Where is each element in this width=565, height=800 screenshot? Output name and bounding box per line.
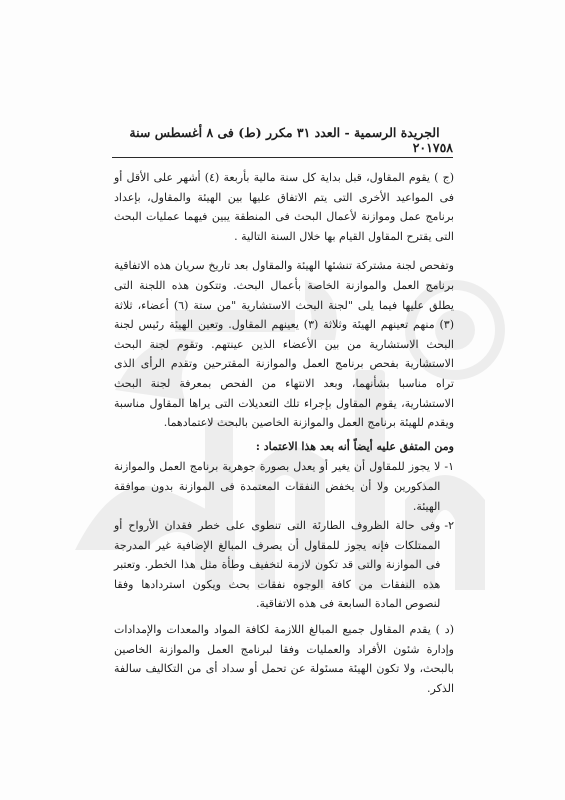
list-item-text: لا يجوز للمقاول أن يغير أو يعدل بصورة جوهرية برنامج العمل والموازنة المذكورين ولا أن يخفض النفقات المعتمدة فى الموازنة بدون موافقة الهيئة. <box>114 460 441 513</box>
list-item <box>114 457 454 516</box>
paragraph-c: (ج ) يقوم المقاول، قبل بداية كل سنة مالية بأربعة (٤) أشهر على الأقل أو فى المواعيد الأخرى التى يتم الاتفاق عليها بين الهيئة والمقاول، بإعداد برنامج عمل وموازنة لأعمال البحث فى المنطقة يبين فيهما عمليات البحث التى يقترح المقاول القيام بها خلال السنة التالية . <box>114 171 454 243</box>
paragraph-d: (د ) يقدم المقاول جميع المبالغ اللازمة لكافة المواد والمعدات والإمدادات وإدارة شئون الأفراد والعمليات وفقا لبرنامج العمل والموازنة الخاصين بالبحث، ولا تكون الهيئة مسئولة عن تحمل أو سداد أى من التكاليف سالفة الذكر. <box>114 623 454 695</box>
section-heading: ومن المتفق عليه أيضاً أنه بعد هذا الاعتماد : <box>255 439 454 453</box>
gazette-title: الجريدة الرسمية - العدد ٣١ مكرر (ط) فى ٨ أغسطس سنة ٢٠١٧ <box>129 125 440 155</box>
list-item-number: ١- <box>444 460 454 474</box>
page-header <box>112 125 453 158</box>
list-item-number: ٢- <box>444 519 454 533</box>
list-item <box>114 516 454 614</box>
document-body <box>114 168 454 700</box>
list-item-text: وفى حالة الظروف الطارئة التى تنطوى على خطر فقدان الأرواح أو الممتلكات فإنه يجوز للمقاول أن يصرف المبالغ الإضافية غير المدرجة فى الموازنة والتى قد تكون لازمة لتخفيف وطأة مثل هذا الخطر. وتعتبر هذه النفقات من كافة الوجوه نفقات بحث ويكون استردادها وفقا لنصوص المادة السابعة فى هذه الاتفاقية. <box>114 519 441 611</box>
page-number: ٥٨ <box>439 140 453 155</box>
paragraph-advisory-committee: وتفحص لجنة مشتركة تنشئها الهيئة والمقاول بعد تاريخ سريان هذه الاتفاقية برنامج العمل والموازنة الخاصة بأعمال البحث. وتتكون هذه اللجنة التى يطلق عليها فيما يلى "لجنة البحث الاستشارية "من ستة (٦) أعضاء، ثلاثة (٣) منهم تعينهم الهيئة وثلاثة (٣) يعينهم المقاول. وتعين الهيئة رئيس لجنة البحث الاستشارية من بين الأعضاء الذين عينتهم. وتقوم لجنة البحث الاستشارية بفحص برنامج العمل والموازنة المقترحين وتقدم الرأى الذى تراه مناسبا بشأنهما، وبعد الانتهاء من الفحص بمعرفة لجنة البحث الاستشارية، يقوم المقاول بإجراء تلك التعديلات التى يراها المقاول مناسبة ويقدم للهيئة برنامج العمل والموازنة الخاصين بالبحث لاعتمادهما. <box>114 259 454 430</box>
